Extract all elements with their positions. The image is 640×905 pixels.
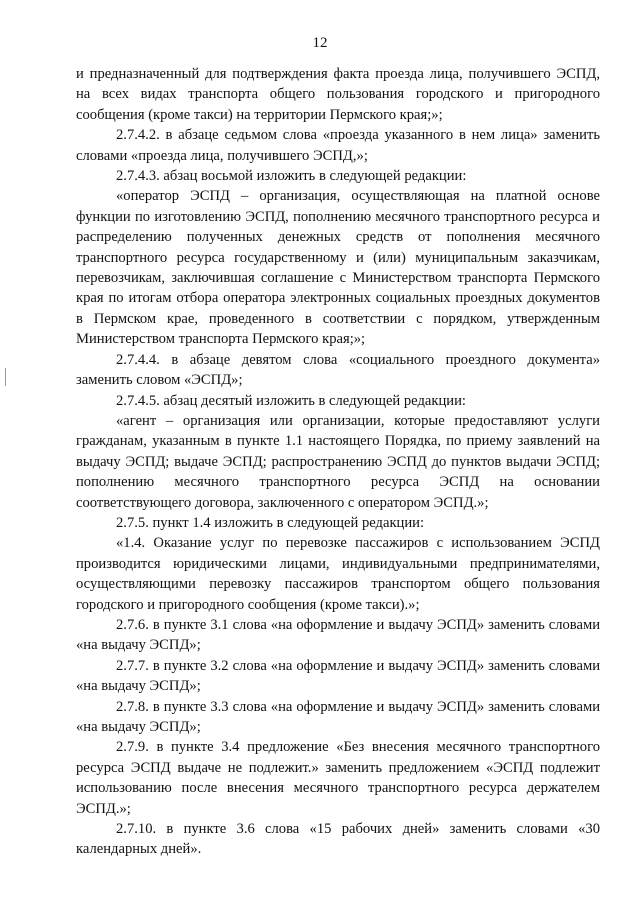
paragraph: 2.7.8. в пункте 3.3 слова «на оформление и выдачу ЭСПД» заменить словами «на выдачу ЭСПД»; — [76, 698, 600, 735]
paragraph: 2.7.4.5. абзац десятый изложить в следующей редакции: — [116, 392, 466, 409]
document-body — [76, 64, 600, 860]
paragraph: 2.7.4.4. в абзаце девятом слова «социального проездного документа» заменить словом «ЭСПД»; — [76, 351, 600, 389]
paragraph: «оператор ЭСПД – организация, осуществляющая на платной основе функции по изготовлению ЭСПД, пополнению месячного транспортного ресурса и распределению полученных денежных средств от пополнения месячного транспортного ресурса государственному и (или) муниципальным заказчикам, перевозчикам, заключившая соглашение с Министерством транспорта Пермского края по итогам отбора оператора электронных социальных проездных документов в Пермском крае, проведенного в соответствии с порядком, утвержденным Министерством транспорта Пермского края;»; — [76, 188, 600, 348]
paragraph: «1.4. Оказание услуг по перевозке пассажиров с использованием ЭСПД производится юридическими лицами, индивидуальными предпринимателями, осуществляющими перевозку пассажиров транспортом общего пользования городского и пригородного сообщения (кроме такси).»; — [76, 535, 600, 613]
paragraph: 2.7.4.3. абзац восьмой изложить в следующей редакции: — [116, 168, 467, 185]
paragraph: 2.7.10. в пункте 3.6 слова «15 рабочих дней» заменить словами «30 календарных дней». — [76, 821, 600, 858]
paragraph: 2.7.6. в пункте 3.1 слова «на оформление и выдачу ЭСПД» заменить словами «на выдачу ЭСПД»; — [76, 616, 600, 654]
paragraph: и предназначенный для подтверждения факта проезда лица, получившего ЭСПД, на всех видах транспорта общего пользования городского и пригородного сообщения (кроме такси) на территории Пермского края;»; — [76, 66, 600, 123]
paragraph: 2.7.4.2. в абзаце седьмом слова «проезда указанного в нем лица» заменить словами «проезда лица, получившего ЭСПД,»; — [76, 127, 600, 164]
paragraph: «агент – организация или организации, которые предоставляют услуги гражданам, указанным в пункте 1.1 настоящего Порядка, по приему заявлений на выдачу ЭСПД; выдаче ЭСПД; распространению ЭСПД до пунктов выдачи ЭСПД; пополнению месячного транспортного ресурса ЭСПД на основании соответствующего договора, заключенного с оператором ЭСПД.»; — [76, 412, 600, 511]
paragraph: 2.7.7. в пункте 3.2 слова «на оформление и выдачу ЭСПД» заменить словами «на выдачу ЭСПД»; — [76, 657, 600, 695]
margin-mark — [5, 368, 6, 386]
paragraph: 2.7.5. пункт 1.4 изложить в следующей редакции: — [116, 514, 425, 531]
paragraph: 2.7.9. в пункте 3.4 предложение «Без внесения месячного транспортного ресурса ЭСПД выдаче не подлежит.» заменить предложением «ЭСПД подлежит использованию после внесения месячного транспортного ресурса держателем ЭСПД.»; — [76, 739, 600, 817]
page-number: 12 — [312, 35, 328, 51]
